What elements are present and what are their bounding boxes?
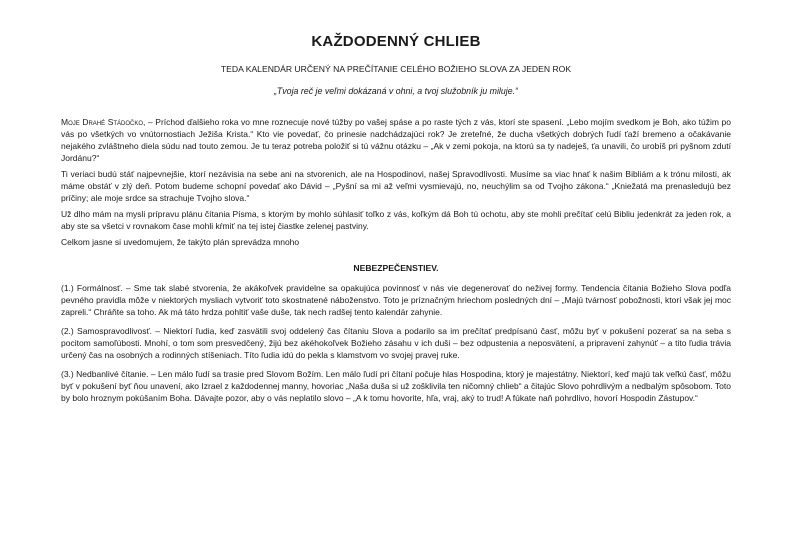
danger-formality: (1.) Formálnosť. – Sme tak slabé stvorenia, že akákoľvek pravidelne sa opakujúca povinnosť v nás vie degenerovať do neživej formy. Tendencia čítania Božieho Slova podľa pevného pravidla môže v niektorých mysliach vytvoriť toto skostnatené náboženstvo. Toto je príznačným hriechom posledných dní – „Majú tvárnosť pobožnosti, ktorí však jej moc zapreli.“ Chráňte sa toho. Ak má táto hrdza pohltiť vaše duše, tak nech radšej tento kalendár zahynie. <box>61 283 731 317</box>
document-page <box>61 30 731 404</box>
paragraph-believers: Ti veriaci budú stáť najpevnejšie, ktorí nezávisia na sebe ani na stvorenich, ale na Hospodinovi, našej Spravodlivosti. Musíme sa viac hnať k našim Bibliám a k trónu milosti, ak máme obstáť v zlý deň. Potom budeme schopní povedať ako Dávid – „Pyšní sa mi až veľmi vysmievajú, no, neuchýlim sa od Tvojho zákona.“ „Kniežatá ma prenasledujú bez príčiny; ale moje srdce sa strachuje Tvojho slova.“ <box>61 169 731 203</box>
document-title: KAŽDODENNÝ CHLIEB <box>311 33 481 50</box>
intro-paragraph-text: – Príchod ďalšieho roka vo mne roznecuje nové túžby po vašej spáse a po raste tých z vás, ktorí ste spasení. „Lebo mojím svedkom je Boh, ako túžim po vás po všetkých vo vnútornostiach Ježiša Krista.“ Kto vie povedať, čo prinesie nadchádzajúci rok? Je zreteľné, že ducha všetkých dobrých ľudí ťaží bremeno a očakávanie nejakého zvláštneho diela súdu nad touto zemou. Je tu teraz potreba položiť si tú vážnu otázku – „Ak v zemi pokoja, na ktorú sa ty nadeješ, ťa unavili, čo urobíš pri pyšnom zdutí Jordánu?“ <box>61 117 731 163</box>
danger-self-righteousness: (2.) Samospravodlivosť. – Niektorí ľudia, keď zasvätili svoj oddelený čas čítaniu Slova a podarilo sa im prečítať predpísanú časť, môžu byť v pokušení pozerať sa na seba s pocitom samoľúbosti. Mnohí, o tom som presvedčený, žijú bez akéhokoľvek Božieho zásahu v ich duši – bez odpustenia a neposvätení, a pripravení zahynúť – a tito ľudia trávia určený čas na osobných a rodinných stíšeniach. Títo ľudia idú do pekla s klamstvom vo svojej pravej ruke. <box>61 326 731 360</box>
paragraph-reading-plan: Už dlho mám na mysli prípravu plánu čítania Písma, s ktorým by mohlo súhlasiť toľko z vás, koľkým dá Boh tú ochotu, aby ste mohli prečítať celú Bibliu jedenkrát za jeden rok, a aby ste sa všetci v rovnakom čase mohli kŕmiť na tej istej čiastke zelenej pastviny. <box>61 209 731 231</box>
paragraph-plan-dangers-intro: Celkom jasne si uvedomujem, že takýto plán sprevádza mnoho <box>61 237 300 247</box>
epigraph-quote: „Tvoja reč je veľmi dokázaná v ohni, a tvoj služobník ju miluje.“ <box>273 86 518 96</box>
section-heading: NEBEZPEČENSTIEV. <box>353 263 439 273</box>
salutation: Moje Drahé Stádočko, <box>61 117 146 127</box>
intro-paragraph <box>61 116 731 164</box>
danger-careless-reading: (3.) Nedbanlivé čítanie. – Len málo ľudí sa trasie pred Slovom Božím. Len málo ľudí pri čítaní počuje hlas Hospodina, ktorý je majestátny. Niektorí, keď majú tak veľkú časť, môžu byť v pokušení byť ňou unavení, ako Izrael z každodennej manny, hovoriac „Naša duša si už zošklivila ten ničomný chlieb“ a čitajúc Slovo pohrdlivým a nedbalým spôsobom. Toto by bolo hroznym pokúšaním Boha. Dávajte pozor, aby o vás neplatilo slovo – „A k tomu hovorite, hľa, vraj, aký to trud! A fúkate naň pohrdlivo, hovorí Hospodin Zástupov.“ <box>61 369 731 403</box>
document-subtitle: TEDA KALENDÁR URČENÝ NA PREČÍTANIE CELÉHO BOŽIEHO SLOVA ZA JEDEN ROK <box>220 64 572 74</box>
